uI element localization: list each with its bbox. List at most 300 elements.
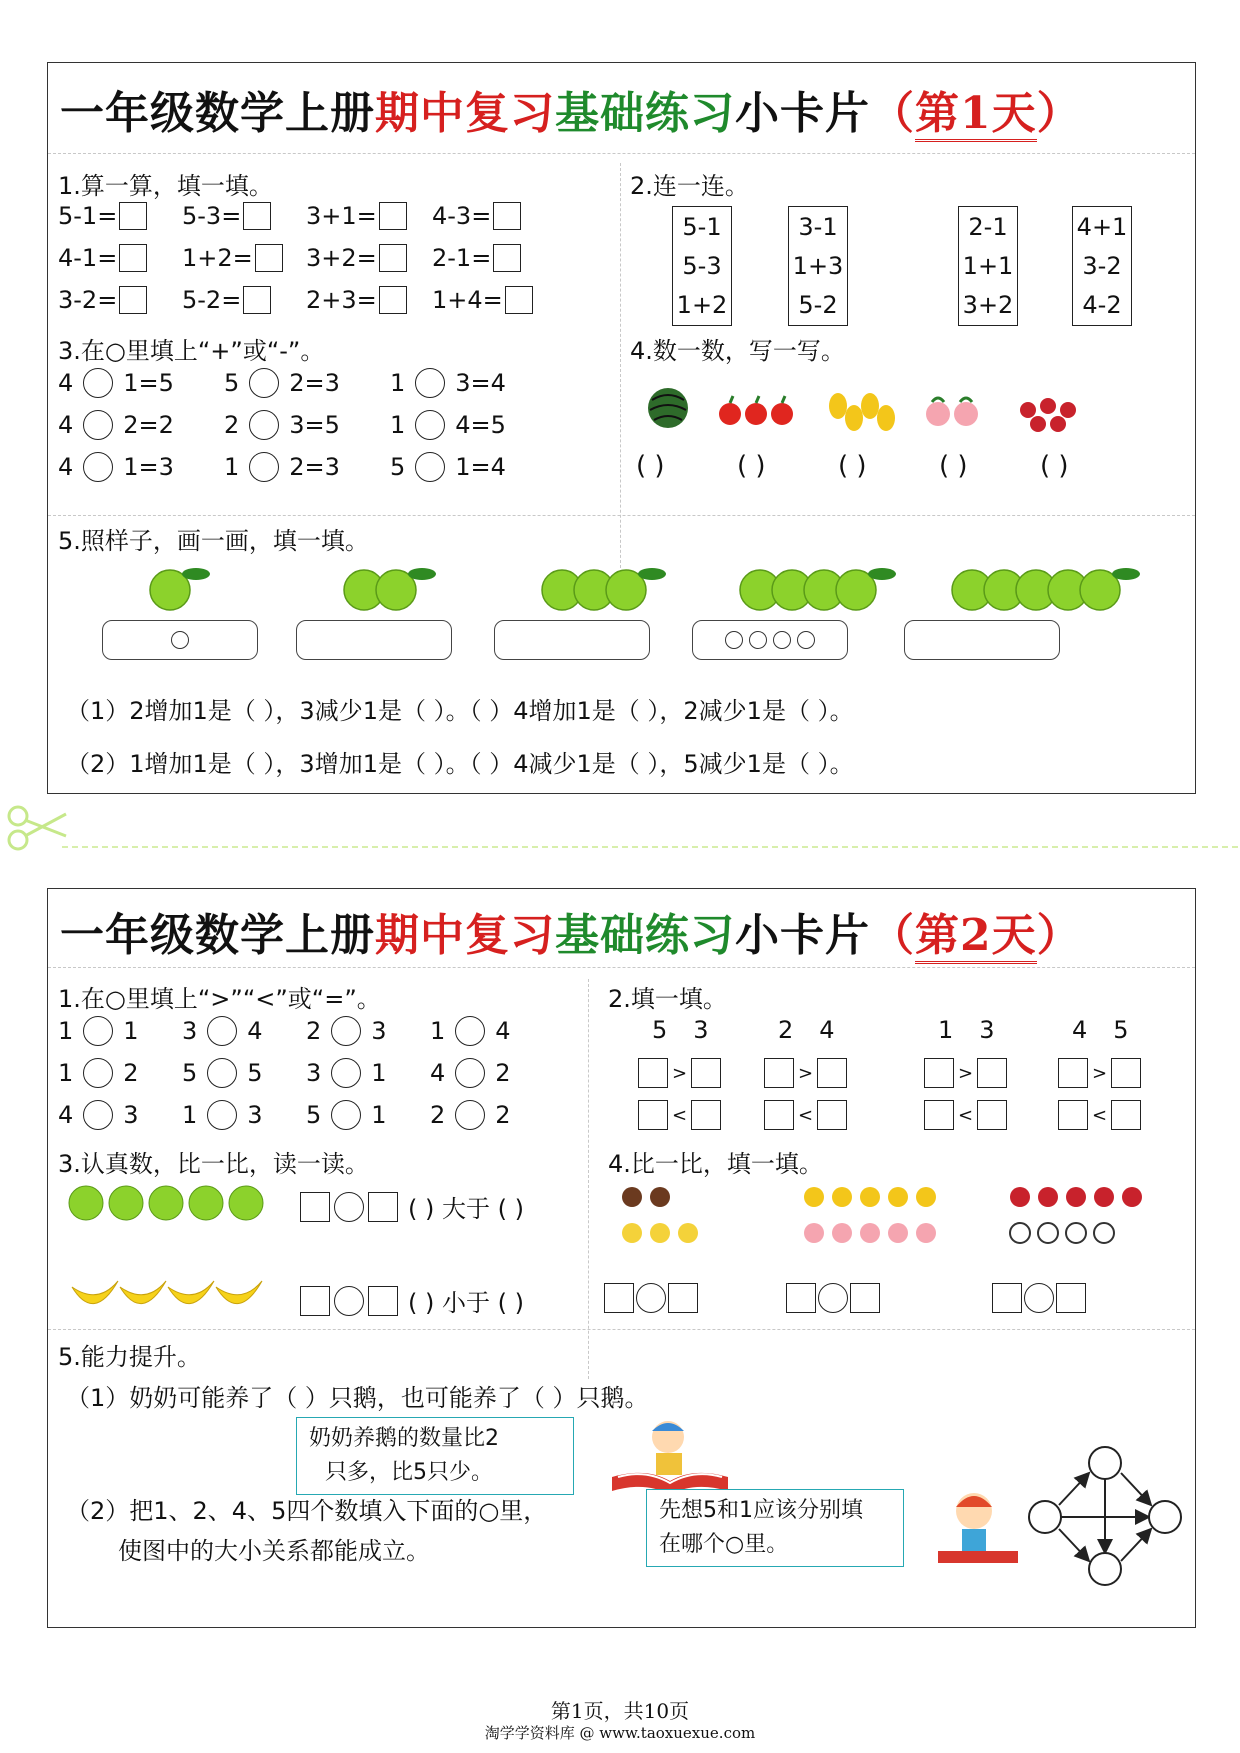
pear-icon bbox=[916, 1187, 936, 1207]
divider bbox=[48, 153, 1195, 154]
compare-item bbox=[182, 1016, 263, 1046]
answer-box[interactable] bbox=[1056, 1283, 1086, 1313]
count-blank[interactable]: ( ) bbox=[838, 451, 867, 481]
title-open: （ bbox=[870, 910, 915, 961]
equation-text: 4-3= bbox=[432, 202, 492, 230]
apple-group bbox=[950, 560, 1158, 612]
q1-heading: 1.在○里填上“>”“<”或“=”。 bbox=[58, 985, 381, 1013]
peach-icon bbox=[860, 1223, 880, 1243]
answer-circle[interactable] bbox=[331, 1100, 361, 1130]
divider bbox=[48, 515, 1195, 516]
equation-text: 1+4= bbox=[432, 286, 503, 314]
q4-heading: 4.比一比，填一填。 bbox=[608, 1150, 823, 1178]
answer-box[interactable] bbox=[300, 1286, 330, 1316]
answer-circle[interactable] bbox=[455, 1100, 485, 1130]
drawing-box[interactable] bbox=[692, 620, 848, 660]
sign: > bbox=[672, 1062, 688, 1084]
expression: 5-2 bbox=[798, 291, 838, 320]
drawing-box[interactable] bbox=[102, 620, 258, 660]
answer-box[interactable] bbox=[638, 1058, 668, 1088]
expression: 5-3 bbox=[682, 251, 722, 280]
title-part4: 小卡片 bbox=[735, 910, 870, 961]
lantern-icon bbox=[1066, 1187, 1086, 1207]
q5-line-1: （1）2增加1是（ ），3减少1是（ ）。（ ）4增加1是（ ），2减少1是（ ）。 bbox=[66, 697, 854, 725]
count-blank[interactable]: ( ) bbox=[939, 451, 968, 481]
number: 5 bbox=[182, 1059, 198, 1087]
answer-box[interactable] bbox=[691, 1058, 721, 1088]
apple-group bbox=[738, 560, 914, 612]
sign: < bbox=[798, 1104, 814, 1126]
sign-equation bbox=[390, 368, 506, 398]
sign-equation bbox=[224, 368, 340, 398]
number: 4 bbox=[58, 453, 74, 481]
page-number: 第1页，共10页 bbox=[550, 1699, 690, 1723]
leaf-icon bbox=[868, 568, 896, 580]
answer-box[interactable] bbox=[638, 1100, 668, 1130]
compare-row bbox=[1058, 1058, 1141, 1088]
card-day-2 bbox=[47, 888, 1196, 1628]
number: 3 bbox=[979, 1016, 995, 1044]
number-pair bbox=[938, 1016, 995, 1044]
number: 2 bbox=[123, 1059, 139, 1087]
answer-box[interactable] bbox=[505, 286, 533, 314]
equation-text: 2+3= bbox=[306, 286, 377, 314]
compare-row bbox=[764, 1058, 847, 1088]
fruit-drawing bbox=[68, 1181, 288, 1331]
expression: 1+1 bbox=[962, 251, 1014, 280]
hint-text: 在哪个○里。 bbox=[659, 1532, 789, 1557]
banana-icon bbox=[72, 1281, 118, 1304]
answer-circle[interactable] bbox=[334, 1286, 364, 1316]
number: 1 bbox=[182, 1101, 198, 1129]
watermelon-icon bbox=[648, 388, 688, 428]
equation bbox=[306, 202, 407, 230]
number: 5 bbox=[247, 1059, 263, 1087]
number: 2=3 bbox=[289, 369, 340, 397]
number: 1 bbox=[224, 453, 240, 481]
number: 5 bbox=[1113, 1016, 1129, 1044]
banana-icon bbox=[168, 1281, 214, 1304]
sign: < bbox=[958, 1104, 974, 1126]
answer-box[interactable] bbox=[1058, 1100, 1088, 1130]
number: 4 bbox=[819, 1016, 835, 1044]
leaf-icon bbox=[182, 568, 210, 580]
number: 1=3 bbox=[123, 453, 174, 481]
answer-box[interactable] bbox=[300, 1192, 330, 1222]
number: 1 bbox=[371, 1059, 387, 1087]
apple-group bbox=[342, 560, 454, 612]
answer-box[interactable] bbox=[243, 286, 271, 314]
title-part1: 一年级数学上册 bbox=[60, 910, 375, 961]
answer-circle[interactable] bbox=[249, 410, 279, 440]
q5-line-2: （2）1增加1是（ ），3增加1是（ ）。（ ）4减少1是（ ），5减少1是（ ）。 bbox=[66, 750, 854, 778]
panda-icon bbox=[1066, 1223, 1086, 1243]
number: 3 bbox=[371, 1017, 387, 1045]
equation bbox=[58, 244, 147, 272]
title-open: （ bbox=[870, 88, 915, 139]
number: 3 bbox=[123, 1101, 139, 1129]
q4-heading: 4.数一数，写一写。 bbox=[630, 337, 845, 365]
pear-icon bbox=[804, 1187, 824, 1207]
peach-icon bbox=[926, 398, 978, 426]
title-close: ） bbox=[1036, 910, 1082, 961]
title-day: 第2天 bbox=[915, 910, 1037, 964]
number: 3 bbox=[247, 1101, 263, 1129]
title-close: ） bbox=[1036, 88, 1082, 139]
drawing-box[interactable] bbox=[904, 620, 1060, 660]
sign-equation bbox=[58, 368, 174, 398]
number: 2 bbox=[495, 1059, 511, 1087]
panda-icon bbox=[1094, 1223, 1114, 1243]
expression-column[interactable] bbox=[1072, 206, 1132, 326]
hint-text: 奶奶养鹅的数量比2 bbox=[309, 1426, 499, 1451]
number: 2 bbox=[495, 1101, 511, 1129]
compare-item bbox=[430, 1058, 511, 1088]
expression: 3-2 bbox=[1082, 251, 1122, 280]
equation bbox=[432, 286, 533, 314]
answer-box[interactable] bbox=[255, 244, 283, 272]
answer-circle[interactable] bbox=[249, 452, 279, 482]
answer-box[interactable] bbox=[1111, 1100, 1141, 1130]
equation bbox=[306, 286, 407, 314]
answer-box[interactable] bbox=[493, 202, 521, 230]
chick-icon bbox=[622, 1223, 642, 1243]
sign-equation bbox=[58, 410, 174, 440]
banana-icon bbox=[216, 1281, 262, 1304]
chick-icon bbox=[650, 1223, 670, 1243]
q3-greater-row bbox=[300, 1189, 524, 1224]
equation bbox=[182, 244, 283, 272]
answer-circle[interactable] bbox=[83, 1100, 113, 1130]
divider bbox=[620, 163, 621, 573]
compare-boxes bbox=[604, 1283, 698, 1313]
q2-heading: 2.填一填。 bbox=[608, 985, 727, 1013]
title-part3: 基础练习 bbox=[555, 88, 735, 139]
sign: > bbox=[1092, 1062, 1108, 1084]
sample-circle bbox=[749, 631, 767, 649]
answer-circle[interactable] bbox=[455, 1058, 485, 1088]
answer-circle[interactable] bbox=[207, 1016, 237, 1046]
sign-equation bbox=[224, 452, 340, 482]
count-blank[interactable]: ( ) bbox=[737, 451, 766, 481]
equation bbox=[182, 202, 271, 230]
lantern-icon bbox=[1094, 1187, 1114, 1207]
number: 4 bbox=[430, 1059, 446, 1087]
answer-circle[interactable] bbox=[83, 1058, 113, 1088]
divider bbox=[588, 979, 589, 1379]
answer-circle[interactable] bbox=[415, 410, 445, 440]
compare-item bbox=[430, 1016, 511, 1046]
answer-box[interactable] bbox=[977, 1100, 1007, 1130]
equation-text: 5-3= bbox=[182, 202, 242, 230]
number: 1 bbox=[58, 1017, 74, 1045]
compare-item bbox=[58, 1058, 139, 1088]
number: 2=2 bbox=[123, 411, 174, 439]
answer-circle[interactable] bbox=[83, 1016, 113, 1046]
card-day-1 bbox=[47, 62, 1196, 794]
compare-item bbox=[182, 1100, 263, 1130]
number: 2=3 bbox=[289, 453, 340, 481]
compare-row bbox=[924, 1100, 1007, 1130]
expression: 4+1 bbox=[1076, 212, 1128, 241]
answer-box[interactable] bbox=[850, 1283, 880, 1313]
apple-group bbox=[148, 560, 228, 612]
equation-text: 2-1= bbox=[432, 244, 492, 272]
answer-circle[interactable] bbox=[331, 1016, 361, 1046]
answer-box[interactable] bbox=[924, 1100, 954, 1130]
compare-item bbox=[182, 1058, 263, 1088]
q1-heading: 1.算一算，填一填。 bbox=[58, 172, 273, 200]
q5-line-2a: （2）把1、2、4、5四个数填入下面的○里， bbox=[66, 1497, 548, 1525]
answer-box[interactable] bbox=[817, 1100, 847, 1130]
equation-text: 4-1= bbox=[58, 244, 118, 272]
sample-circle bbox=[797, 631, 815, 649]
title-part4: 小卡片 bbox=[735, 88, 870, 139]
compare-item bbox=[306, 1058, 387, 1088]
answer-box[interactable] bbox=[119, 286, 147, 314]
expression: 4-2 bbox=[1082, 291, 1122, 320]
panda-icon bbox=[1010, 1223, 1030, 1243]
apple-icon bbox=[189, 1186, 223, 1220]
drawing-box[interactable] bbox=[494, 620, 650, 660]
number: 1 bbox=[430, 1017, 446, 1045]
q3-heading: 3.在○里填上“+”或“-”。 bbox=[58, 337, 325, 365]
equation bbox=[306, 244, 407, 272]
answer-circle[interactable] bbox=[207, 1100, 237, 1130]
pear-icon bbox=[860, 1187, 880, 1207]
owl-icon bbox=[650, 1187, 670, 1207]
q5-heading: 5.能力提升。 bbox=[58, 1343, 201, 1371]
number-pair bbox=[652, 1016, 709, 1044]
answer-box[interactable] bbox=[119, 202, 147, 230]
answer-circle[interactable] bbox=[1149, 1501, 1181, 1533]
picture-group bbox=[620, 1181, 770, 1251]
answer-circle[interactable] bbox=[415, 452, 445, 482]
number: 4 bbox=[58, 1101, 74, 1129]
answer-box[interactable] bbox=[379, 286, 407, 314]
q5-line-2b: 使图中的大小关系都能成立。 bbox=[118, 1537, 430, 1565]
apple-group bbox=[540, 560, 684, 612]
answer-box[interactable] bbox=[668, 1283, 698, 1313]
q3-greater-text: ( ) 大于 ( ) bbox=[408, 1195, 524, 1223]
equation bbox=[58, 286, 147, 314]
compare-item bbox=[306, 1100, 387, 1130]
answer-box[interactable] bbox=[119, 244, 147, 272]
sample-circle bbox=[171, 631, 189, 649]
q2-heading: 2.连一连。 bbox=[630, 172, 749, 200]
q3-heading: 3.认真数，比一比，读一读。 bbox=[58, 1150, 369, 1178]
leaf-icon bbox=[408, 568, 436, 580]
answer-circle[interactable] bbox=[83, 368, 113, 398]
number: 1 bbox=[58, 1059, 74, 1087]
leaf-icon bbox=[1112, 568, 1140, 580]
expression: 1+3 bbox=[792, 251, 844, 280]
apple-icon bbox=[719, 396, 793, 425]
answer-circle[interactable] bbox=[249, 368, 279, 398]
peach-icon bbox=[888, 1223, 908, 1243]
hint-text: 先想5和1应该分别填 bbox=[659, 1498, 863, 1523]
answer-circle[interactable] bbox=[83, 410, 113, 440]
equation-text: 5-1= bbox=[58, 202, 118, 230]
answer-box[interactable] bbox=[764, 1100, 794, 1130]
sign: > bbox=[958, 1062, 974, 1084]
number: 2 bbox=[306, 1017, 322, 1045]
number: 4 bbox=[58, 369, 74, 397]
equation-text: 3-2= bbox=[58, 286, 118, 314]
lantern-icon bbox=[1038, 1187, 1058, 1207]
answer-box[interactable] bbox=[992, 1283, 1022, 1313]
compare-row bbox=[764, 1100, 847, 1130]
q5-heading: 5.照样子，画一画，填一填。 bbox=[58, 527, 369, 555]
number: 5 bbox=[224, 369, 240, 397]
q3-less-text: ( ) 小于 ( ) bbox=[408, 1289, 524, 1317]
number: 5 bbox=[652, 1016, 668, 1044]
cut-line bbox=[62, 846, 1238, 848]
expression-column[interactable] bbox=[788, 206, 848, 326]
answer-circle[interactable] bbox=[334, 1192, 364, 1222]
answer-box[interactable] bbox=[691, 1100, 721, 1130]
number: 1=4 bbox=[455, 453, 506, 481]
number: 2 bbox=[224, 411, 240, 439]
answer-circle[interactable] bbox=[1089, 1447, 1121, 1479]
answer-box[interactable] bbox=[764, 1058, 794, 1088]
answer-circle[interactable] bbox=[636, 1283, 666, 1313]
compare-item bbox=[306, 1016, 387, 1046]
expression: 2-1 bbox=[968, 212, 1008, 241]
apple-icon bbox=[149, 1186, 183, 1220]
title-day: 第1天 bbox=[915, 88, 1037, 142]
title-part2: 期中复习 bbox=[375, 910, 555, 961]
answer-circle[interactable] bbox=[331, 1058, 361, 1088]
picture-group bbox=[802, 1181, 952, 1251]
peach-icon bbox=[916, 1223, 936, 1243]
sign-equation bbox=[390, 452, 506, 482]
number: 2 bbox=[430, 1101, 446, 1129]
pear-icon bbox=[832, 1187, 852, 1207]
strawberry-icon bbox=[1020, 398, 1076, 432]
sign: < bbox=[1092, 1104, 1108, 1126]
answer-box[interactable] bbox=[368, 1192, 398, 1222]
q4-fruit-row bbox=[638, 378, 1178, 438]
answer-box[interactable] bbox=[1058, 1058, 1088, 1088]
number: 4=5 bbox=[455, 411, 506, 439]
number: 4 bbox=[1072, 1016, 1088, 1044]
relation-diagram bbox=[1023, 1441, 1193, 1591]
number-pair bbox=[778, 1016, 835, 1044]
equation-text: 3+2= bbox=[306, 244, 377, 272]
expression-column[interactable] bbox=[672, 206, 732, 326]
compare-boxes bbox=[992, 1283, 1086, 1313]
number: 3 bbox=[182, 1017, 198, 1045]
leaf-icon bbox=[638, 568, 666, 580]
drawing-box[interactable] bbox=[296, 620, 452, 660]
count-blank[interactable]: ( ) bbox=[636, 451, 665, 481]
count-blank[interactable]: ( ) bbox=[1040, 451, 1069, 481]
answer-box[interactable] bbox=[604, 1283, 634, 1313]
compare-row bbox=[638, 1058, 721, 1088]
answer-box[interactable] bbox=[493, 244, 521, 272]
number: 1 bbox=[938, 1016, 954, 1044]
banana-icon bbox=[120, 1281, 166, 1304]
answer-circle[interactable] bbox=[1089, 1553, 1121, 1585]
expression-column[interactable] bbox=[958, 206, 1018, 326]
pear-icon bbox=[888, 1187, 908, 1207]
card-title bbox=[60, 77, 1082, 141]
equation bbox=[58, 202, 147, 230]
number: 2 bbox=[778, 1016, 794, 1044]
owl-icon bbox=[622, 1187, 642, 1207]
answer-circle[interactable] bbox=[83, 452, 113, 482]
chick-icon bbox=[678, 1223, 698, 1243]
answer-circle[interactable] bbox=[207, 1058, 237, 1088]
number: 1 bbox=[371, 1101, 387, 1129]
number: 3=5 bbox=[289, 411, 340, 439]
answer-box[interactable] bbox=[817, 1058, 847, 1088]
answer-circle[interactable] bbox=[1024, 1283, 1054, 1313]
hint-bubble-1 bbox=[296, 1417, 574, 1495]
equation-text: 3+1= bbox=[306, 202, 377, 230]
number: 1 bbox=[390, 369, 406, 397]
sample-circle bbox=[725, 631, 743, 649]
number: 1 bbox=[123, 1017, 139, 1045]
expression: 3-1 bbox=[798, 212, 838, 241]
answer-circle[interactable] bbox=[415, 368, 445, 398]
panda-icon bbox=[1038, 1223, 1058, 1243]
lantern-icon bbox=[1010, 1187, 1030, 1207]
compare-row bbox=[924, 1058, 1007, 1088]
answer-box[interactable] bbox=[368, 1286, 398, 1316]
number: 4 bbox=[58, 411, 74, 439]
expression: 5-1 bbox=[682, 212, 722, 241]
sign: > bbox=[798, 1062, 814, 1084]
number: 3 bbox=[306, 1059, 322, 1087]
answer-circle[interactable] bbox=[455, 1016, 485, 1046]
pear-icon bbox=[829, 393, 895, 431]
title-part2: 期中复习 bbox=[375, 88, 555, 139]
site-credit: 淘学学资料库 @ www.taoxuexue.com bbox=[484, 1724, 756, 1742]
expression: 3+2 bbox=[962, 291, 1014, 320]
answer-box[interactable] bbox=[1111, 1058, 1141, 1088]
equation bbox=[432, 202, 521, 230]
answer-box[interactable] bbox=[379, 244, 407, 272]
number: 5 bbox=[306, 1101, 322, 1129]
answer-box[interactable] bbox=[786, 1283, 816, 1313]
answer-box[interactable] bbox=[243, 202, 271, 230]
lantern-icon bbox=[1122, 1187, 1142, 1207]
compare-item bbox=[430, 1100, 511, 1130]
title-part1: 一年级数学上册 bbox=[60, 88, 375, 139]
answer-box[interactable] bbox=[977, 1058, 1007, 1088]
number: 1 bbox=[390, 411, 406, 439]
compare-boxes bbox=[786, 1283, 880, 1313]
number: 1=5 bbox=[123, 369, 174, 397]
compare-item bbox=[58, 1016, 139, 1046]
number: 5 bbox=[390, 453, 406, 481]
apple-icon bbox=[229, 1186, 263, 1220]
q3-less-row bbox=[300, 1283, 524, 1318]
equation bbox=[432, 244, 521, 272]
sign-equation bbox=[58, 452, 174, 482]
equation bbox=[182, 286, 271, 314]
q5-line-1: （1）奶奶可能养了（ ）只鹅，也可能养了（ ）只鹅。 bbox=[66, 1384, 649, 1412]
answer-box[interactable] bbox=[924, 1058, 954, 1088]
number: 3=4 bbox=[455, 369, 506, 397]
answer-circle[interactable] bbox=[1029, 1501, 1061, 1533]
answer-circle[interactable] bbox=[818, 1283, 848, 1313]
card-title bbox=[60, 899, 1082, 963]
answer-box[interactable] bbox=[379, 202, 407, 230]
hint-text: 只多，比5只少。 bbox=[325, 1460, 493, 1485]
